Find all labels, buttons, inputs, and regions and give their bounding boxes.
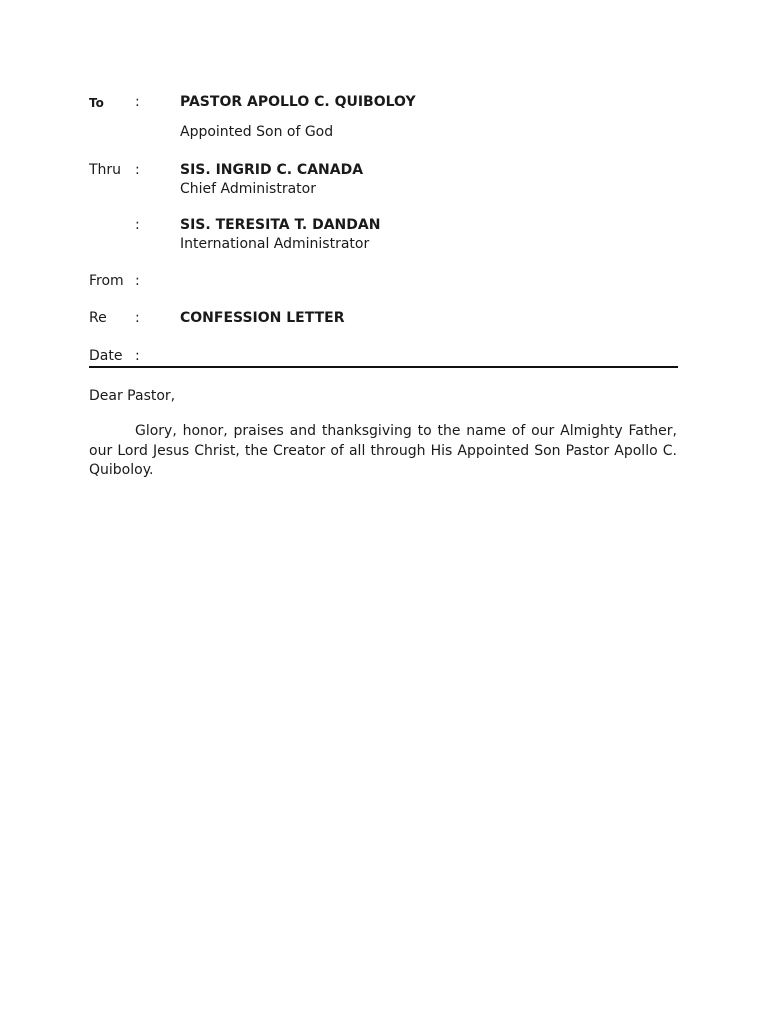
to-colon: : [135, 94, 140, 110]
to-title: Appointed Son of God [180, 124, 334, 140]
re-label: Re [89, 310, 107, 326]
thru-colon: : [135, 162, 140, 178]
from-label: From [89, 273, 124, 289]
thru-label: Thru [89, 162, 122, 178]
thru2-name: SIS. TERESITA T. DANDAN [180, 217, 381, 233]
thru-name: SIS. INGRID C. CANADA [180, 162, 364, 178]
thru2-colon: : [135, 217, 140, 233]
body-paragraph: Glory, honor, praises and thanksgiving to the name of our Almighty Father, our Lord Jesus Christ, the Creator of all through His Appointed Son Pastor Apollo C. Quiboloy. [89, 423, 677, 478]
from-colon: : [135, 273, 140, 289]
date-label: Date [89, 348, 123, 364]
thru-title: Chief Administrator [180, 181, 316, 197]
re-colon: : [135, 310, 140, 326]
salutation: Dear Pastor, [89, 388, 176, 404]
date-colon: : [135, 348, 140, 364]
thru2-title: International Administrator [180, 236, 370, 252]
to-name: PASTOR APOLLO C. QUIBOLOY [180, 94, 416, 110]
to-label: To [89, 96, 104, 110]
header-divider [89, 366, 678, 368]
re-value: CONFESSION LETTER [180, 310, 345, 326]
